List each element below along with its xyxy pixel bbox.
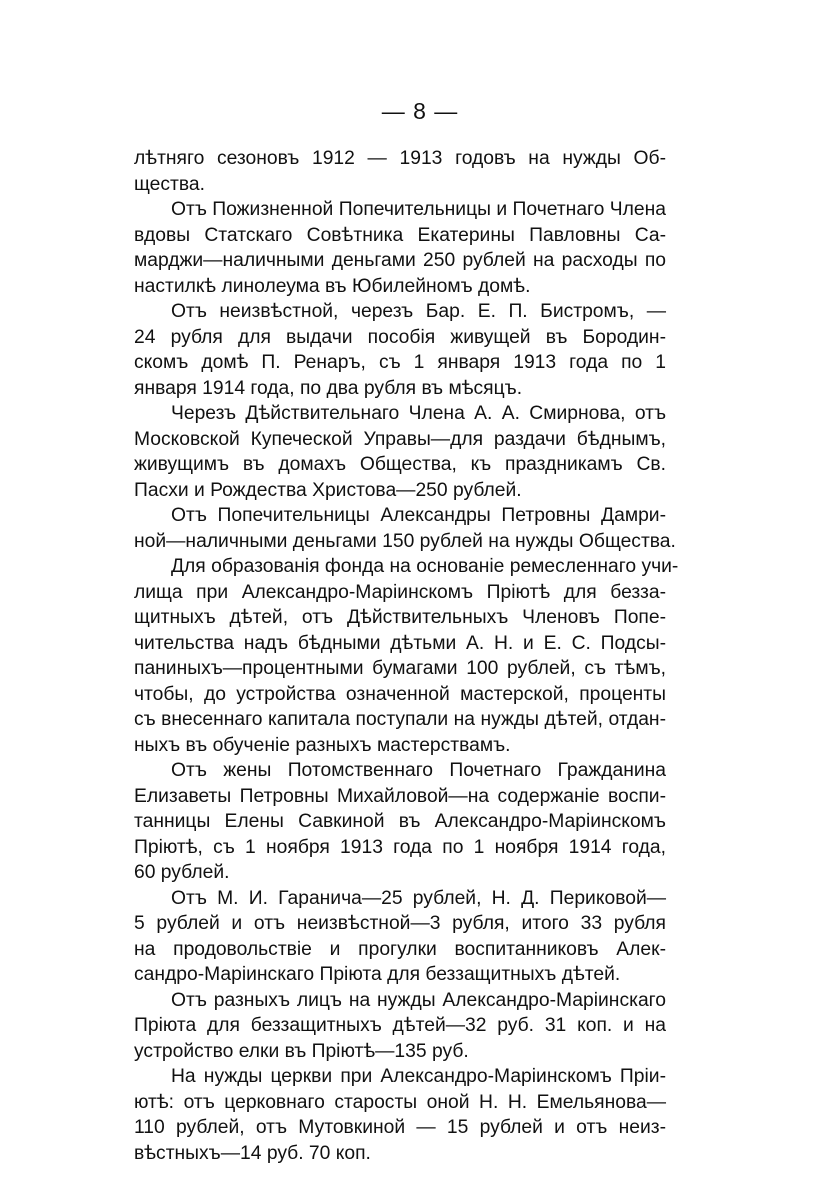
paragraph <box>134 886 666 988</box>
text-line: Пріюта для беззащитныхъ дѣтей—32 руб. 31 коп. и на <box>134 1015 666 1036</box>
text-line: 24 рубля для выдачи пособія живущей въ Бородин- <box>134 326 666 348</box>
body-text <box>134 146 679 1166</box>
paragraph <box>134 988 666 1065</box>
text-line: Пасхи и Рождества Христова—250 рублей. <box>134 479 522 501</box>
text-line: Черезъ Дѣйствительнаго Члена А. А. Смирнова, отъ <box>171 403 666 424</box>
text-line: Елизаветы Петровны Михайловой—на содержаніе воспи- <box>134 785 666 807</box>
text-line: чтобы, до устройства означенной мастерской, проценты <box>134 683 666 705</box>
paragraph <box>134 401 666 503</box>
text-line: настилкѣ линолеума въ Юбилейномъ домѣ. <box>134 275 531 297</box>
text-line: сандро-Маріинскаго Пріюта для беззащитныхъ дѣтей. <box>134 964 621 985</box>
paragraph <box>134 503 676 554</box>
text-line: 5 рублей и отъ неизвѣстной—3 рубля, итого 33 рубля <box>134 913 666 934</box>
text-line: 110 рублей, отъ Мутовкиной — 15 рублей и отъ неиз- <box>134 1117 666 1138</box>
text-line: вдовы Статскаго Совѣтника Екатерины Павловны Са- <box>134 224 666 246</box>
text-line: Отъ разныхъ лицъ на нужды Александро-Маріинскаго <box>171 989 666 1011</box>
text-line: чительства надъ бѣдными дѣтьми А. Н. и Е. С. Подсы- <box>134 632 666 654</box>
text-line: устройство елки въ Пріютѣ—135 руб. <box>134 1040 469 1062</box>
text-line: На нужды церкви при Александро-Маріинскомъ Пріи- <box>171 1066 666 1087</box>
text-line: паниныхъ—процентными бумагами 100 рублей, съ тѣмъ, <box>134 658 666 679</box>
text-line: Отъ Пожизненной Попечительницы и Почетнаго Члена <box>171 199 666 220</box>
text-line: января 1914 года, по два рубля въ мѣсяцъ. <box>134 377 523 399</box>
text-line: Пріютѣ, съ 1 ноября 1913 года по 1 ноября 1914 года, <box>134 836 666 858</box>
text-line: щитныхъ дѣтей, отъ Дѣйствительныхъ Членовъ Попе- <box>134 607 666 628</box>
text-line: Отъ Попечительницы Александры Петровны Дамри- <box>171 505 666 526</box>
paragraph <box>134 197 666 299</box>
text-line: на продовольствіе и прогулки воспитанниковъ Алек- <box>134 938 666 960</box>
text-line: 60 рублей. <box>134 862 230 883</box>
text-line: марджи—наличными деньгами 250 рублей на расходы по <box>134 250 666 271</box>
text-line: ютѣ: отъ церковнаго старосты оной Н. Н. Емельянова— <box>134 1091 666 1113</box>
text-line: Для образованія фонда на основаніе ремесленнаго учи- <box>171 556 679 577</box>
text-line: съ внесеннаго капитала поступали на нужды дѣтей, отдан- <box>134 709 666 730</box>
text-line: живущимъ въ домахъ Общества, къ праздникамъ Св. <box>134 454 666 475</box>
text-line: лѣтняго сезоновъ 1912 — 1913 годовъ на нужды Об- <box>134 148 666 169</box>
text-line: Отъ М. И. Гаранича—25 рублей, Н. Д. Периковой— <box>171 887 666 909</box>
text-line: танницы Елены Савкиной въ Александро-Маріинскомъ <box>134 811 666 832</box>
paragraph <box>134 146 666 197</box>
text-line: Отъ жены Потомственнаго Почетнаго Гражданина <box>171 760 666 781</box>
text-line: щества. <box>134 173 205 195</box>
paragraph <box>134 1064 666 1166</box>
paragraph <box>134 299 666 401</box>
text-line: вѣстныхъ—14 руб. 70 коп. <box>134 1142 371 1164</box>
text-line: скомъ домѣ П. Ренаръ, съ 1 января 1913 года по 1 <box>134 352 666 373</box>
paragraph <box>134 554 679 758</box>
page-number: — 8 — <box>381 98 459 124</box>
text-line: Отъ неизвѣстной, черезъ Бар. Е. П. Бистромъ, — <box>171 301 666 322</box>
text-line: ныхъ въ обученіе разныхъ мастерствамъ. <box>134 734 511 756</box>
paragraph <box>134 758 666 886</box>
text-line: ной—наличными деньгами 150 рублей на нужды Общества. <box>134 530 676 552</box>
text-line: лища при Александро-Маріинскомъ Пріютѣ для безза- <box>134 581 666 603</box>
text-line: Московской Купеческой Управы—для раздачи бѣднымъ, <box>134 428 666 450</box>
